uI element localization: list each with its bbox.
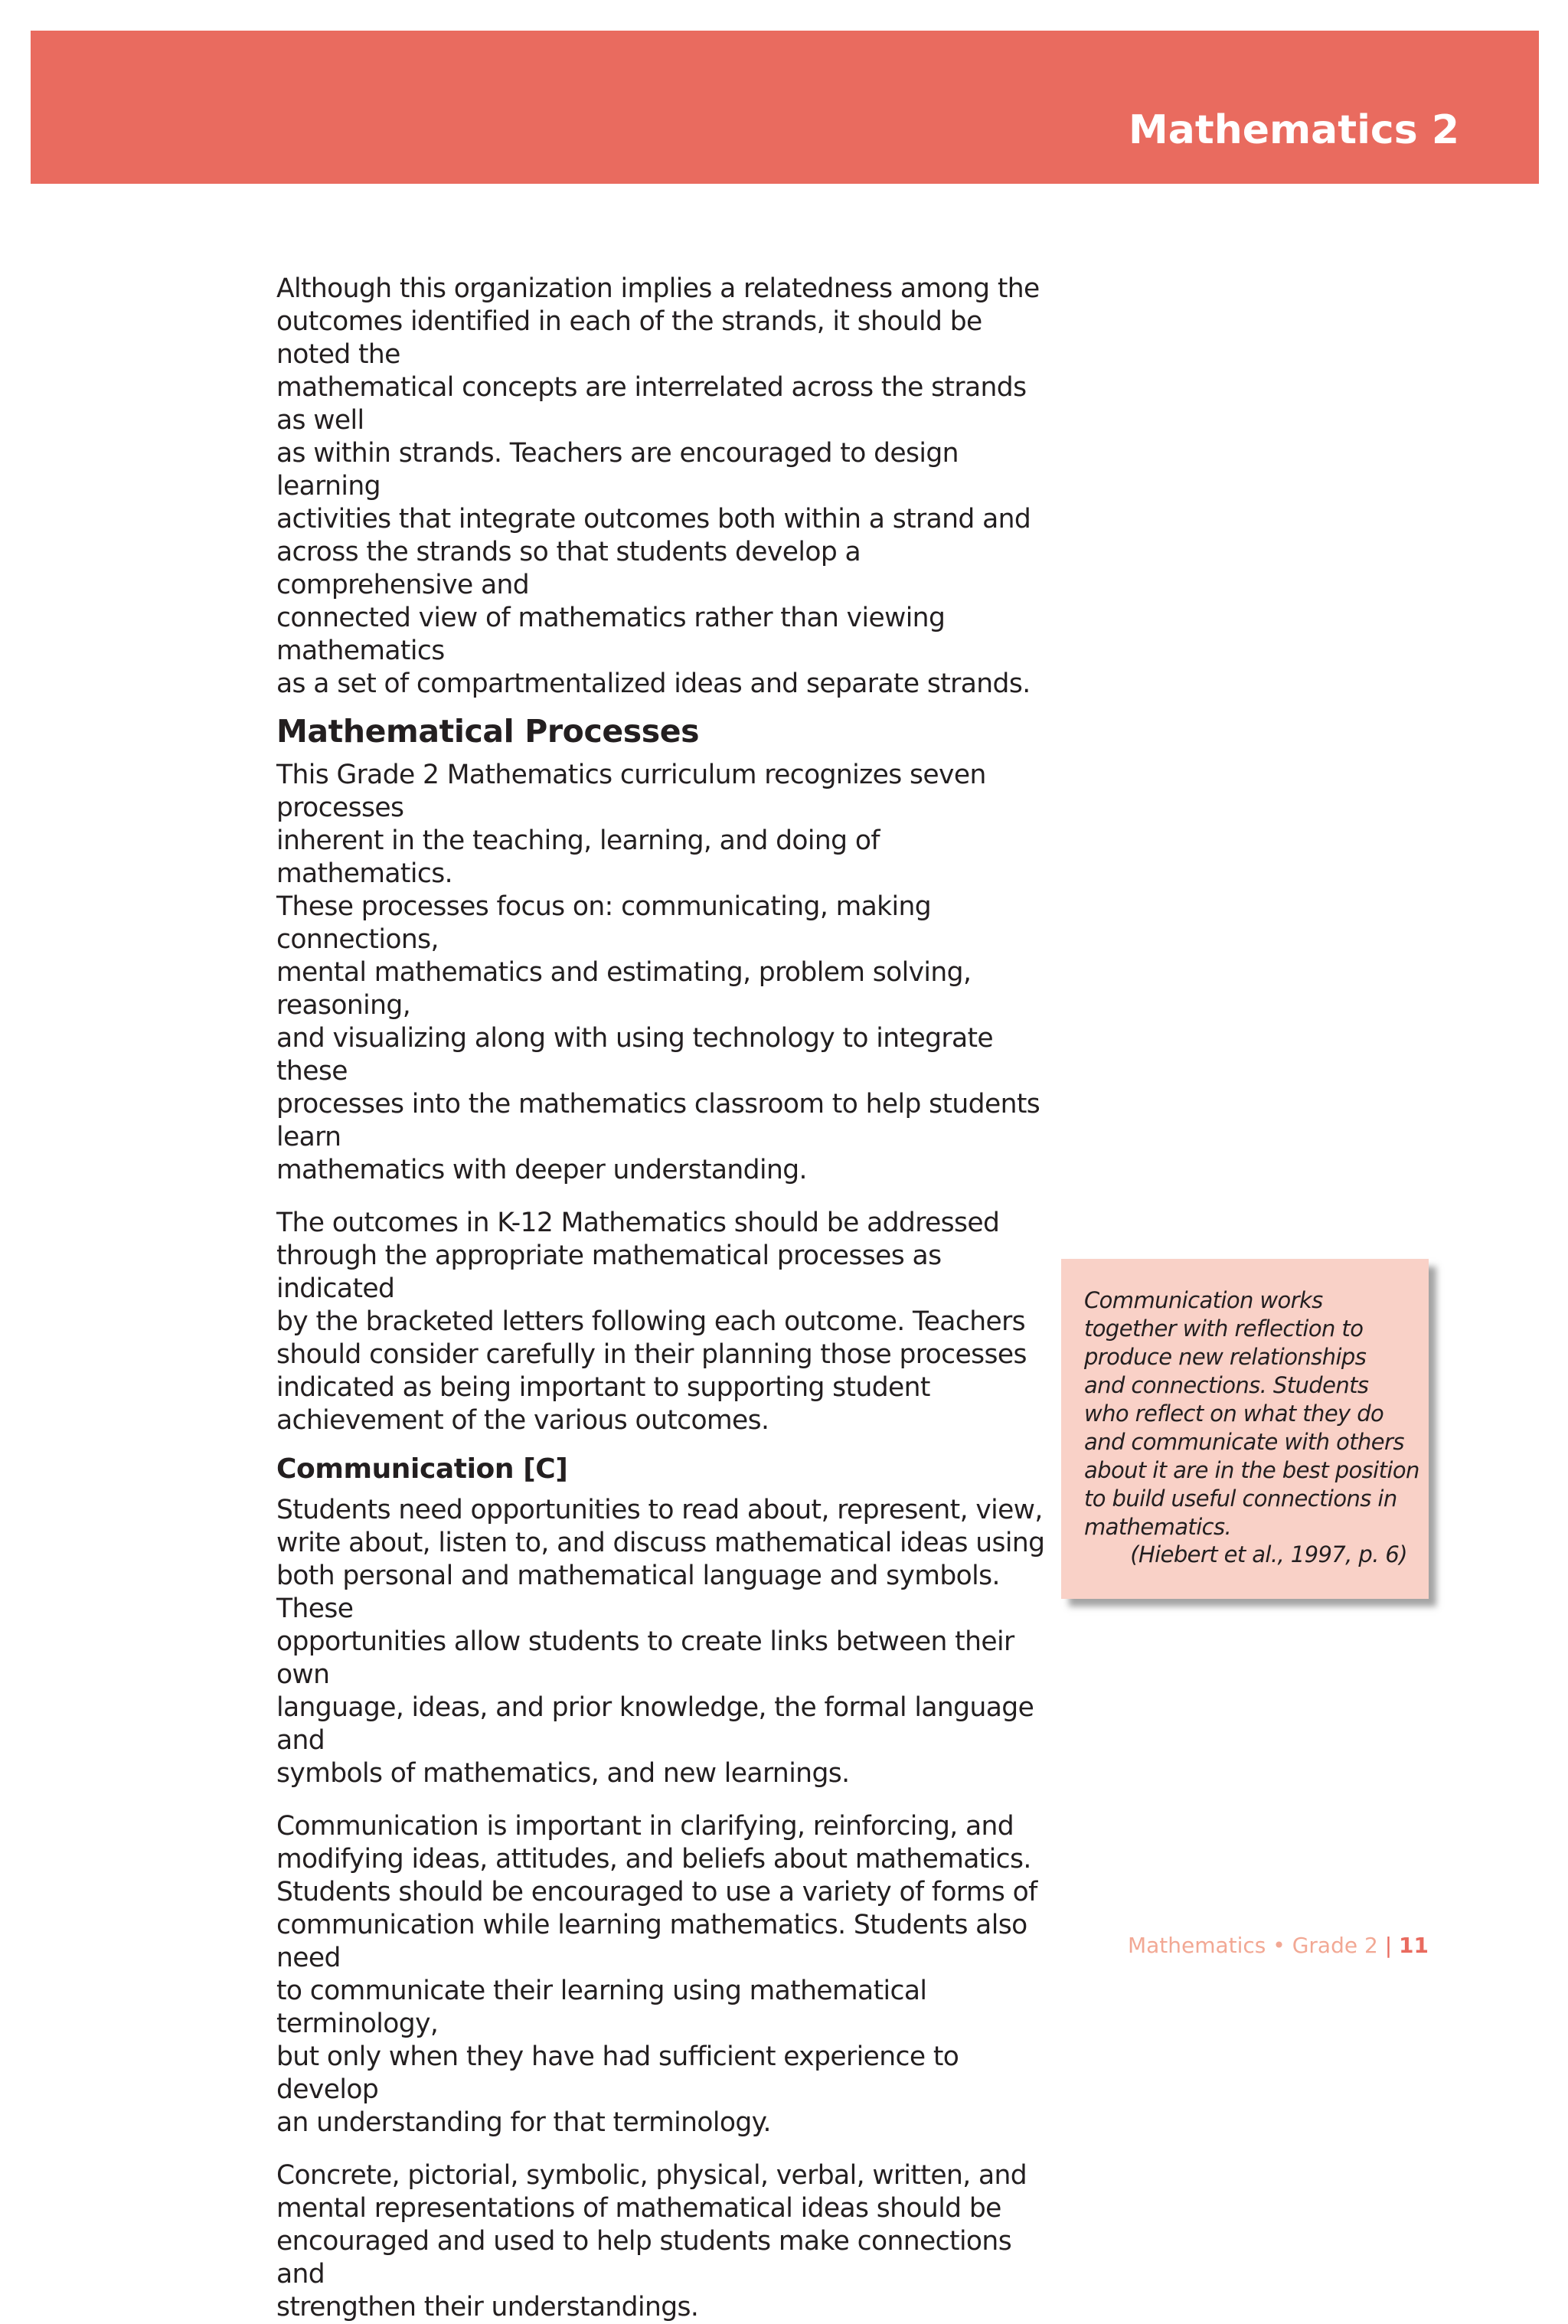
text-line: symbols of mathematics, and new learnings.: [276, 1758, 850, 1789]
main-content: [276, 273, 1050, 2324]
text-line: write about, listen to, and discuss mathematical ideas using: [276, 1528, 1045, 1558]
communication-paragraph-3: [276, 2159, 1050, 2324]
text-line: should consider carefully in their planning those processes: [276, 1339, 1027, 1370]
paragraph-gap: [276, 1187, 1050, 1207]
text-line: strengthen their understandings.: [276, 2292, 699, 2322]
text-line: Although this organization implies a relatedness among the: [276, 273, 1040, 304]
intro-paragraph: [276, 273, 1050, 701]
text-line: an understanding for that terminology.: [276, 2107, 771, 2138]
section-heading: Mathematical Processes: [276, 713, 700, 750]
page-header-title: Mathematics 2: [1129, 107, 1459, 153]
text-line: Concrete, pictorial, symbolic, physical, verbal, written, and: [276, 2160, 1027, 2191]
text-line: modifying ideas, attitudes, and beliefs about mathematics.: [276, 1844, 1031, 1875]
quote-line: about it are in the best position: [1084, 1457, 1419, 1483]
footer-label: Mathematics • Grade 2: [1127, 1933, 1378, 1958]
subsection-heading: Communication [C]: [276, 1453, 568, 1485]
quote-citation: (Hiebert et al., 1997, p. 6): [1130, 1541, 1407, 1567]
text-line: Students should be encouraged to use a variety of forms of: [276, 1877, 1037, 1907]
page-footer: [1128, 1933, 1429, 1959]
text-line: The outcomes in K-12 Mathematics should be addressed: [276, 1208, 1000, 1238]
text-line: communication while learning mathematics. Students also need: [276, 1910, 1027, 1973]
text-line: encouraged and used to help students make connections and: [276, 2226, 1012, 2290]
text-line: to communicate their learning using mathematical terminology,: [276, 1976, 927, 2039]
text-line: These processes focus on: communicating, making connections,: [276, 891, 932, 955]
text-line: Communication is important in clarifying, reinforcing, and: [276, 1811, 1014, 1842]
sidebar-quote: [1084, 1286, 1421, 1541]
text-line: by the bracketed letters following each outcome. Teachers: [276, 1306, 1026, 1337]
text-line: as a set of compartmentalized ideas and separate strands.: [276, 668, 1031, 699]
page-number: 11: [1399, 1933, 1429, 1958]
quote-line: to build useful connections in: [1084, 1486, 1397, 1512]
text-line: and visualizing along with using technology to integrate these: [276, 1023, 994, 1087]
text-line: but only when they have had sufficient experience to develop: [276, 2041, 959, 2105]
quote-line: who reflect on what they do: [1084, 1401, 1384, 1427]
text-line: This Grade 2 Mathematics curriculum recognizes seven processes: [276, 760, 986, 823]
text-line: mental mathematics and estimating, problem solving, reasoning,: [276, 957, 972, 1021]
text-line: mathematics with deeper understanding.: [276, 1155, 807, 1185]
text-line: language, ideas, and prior knowledge, the formal language and: [276, 1692, 1034, 1756]
text-line: mathematical concepts are interrelated across the strands as well: [276, 372, 1027, 436]
processes-paragraph: [276, 759, 1050, 1187]
communication-paragraph-1: [276, 1494, 1050, 1790]
text-line: outcomes identified in each of the strands, it should be noted the: [276, 306, 982, 370]
text-line: Students need opportunities to read about, represent, view,: [276, 1495, 1043, 1525]
text-line: as within strands. Teachers are encouraged to design learning: [276, 438, 959, 502]
text-line: across the strands so that students develop a comprehensive and: [276, 537, 861, 600]
text-line: inherent in the teaching, learning, and doing of mathematics.: [276, 825, 880, 889]
text-line: through the appropriate mathematical processes as indicated: [276, 1240, 942, 1304]
text-line: opportunities allow students to create links between their own: [276, 1626, 1014, 1690]
outcomes-paragraph: [276, 1207, 1050, 1437]
quote-line: and communicate with others: [1084, 1429, 1404, 1455]
quote-line: produce new relationships: [1084, 1344, 1367, 1370]
quote-line: and connections. Students: [1084, 1372, 1369, 1398]
text-line: mental representations of mathematical ideas should be: [276, 2193, 1001, 2224]
text-line: both personal and mathematical language and symbols. These: [276, 1561, 1000, 1624]
paragraph-gap: [276, 2139, 1050, 2159]
communication-paragraph-2: [276, 1810, 1050, 2139]
text-line: processes into the mathematics classroom to help students learn: [276, 1089, 1040, 1152]
text-line: indicated as being important to supporting student: [276, 1372, 930, 1403]
sidebar-quote-box: [1061, 1259, 1429, 1599]
paragraph-gap: [276, 1790, 1050, 1810]
quote-line: together with reflection to: [1084, 1316, 1364, 1342]
text-line: activities that integrate outcomes both within a strand and: [276, 504, 1031, 534]
quote-line: Communication works: [1084, 1287, 1323, 1313]
footer-separator: |: [1384, 1933, 1393, 1958]
text-line: connected view of mathematics rather than viewing mathematics: [276, 603, 946, 666]
text-line: achievement of the various outcomes.: [276, 1405, 769, 1436]
quote-line: mathematics.: [1084, 1514, 1232, 1540]
